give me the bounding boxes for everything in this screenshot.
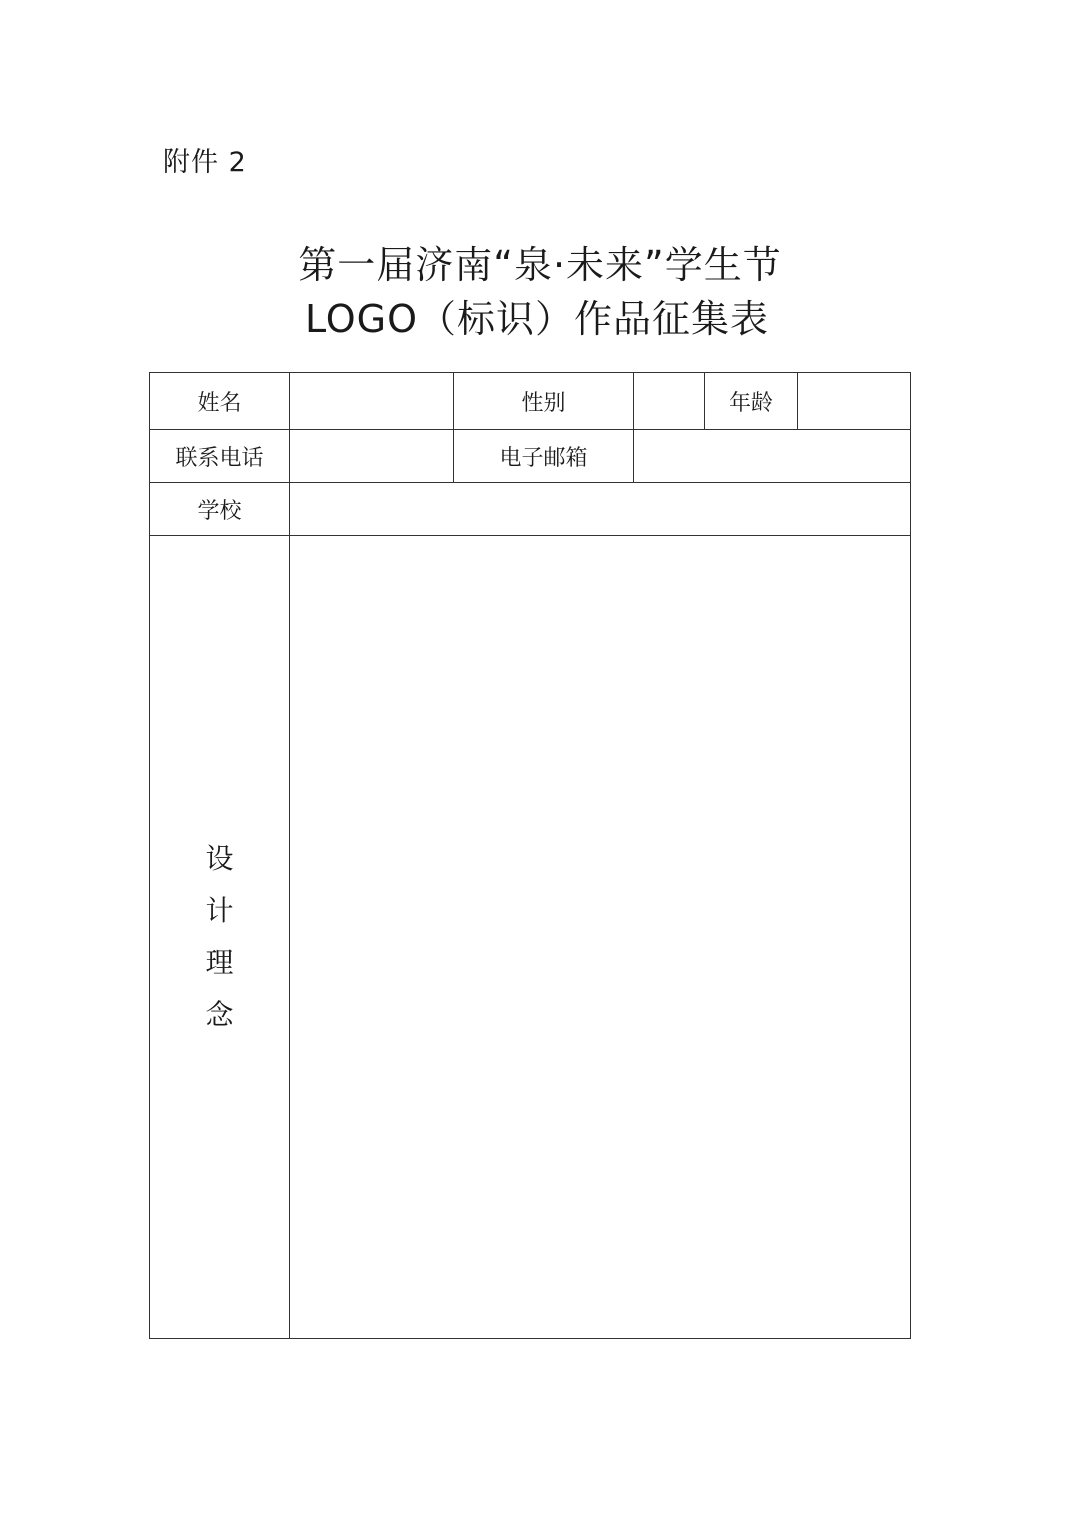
row-school [150, 483, 911, 536]
gender-field[interactable] [634, 373, 705, 430]
row-basic-info [150, 373, 911, 430]
name-label: 姓名 [150, 373, 290, 430]
name-field[interactable] [290, 373, 454, 430]
concept-char-4: 念 [205, 998, 234, 1031]
age-field[interactable] [798, 373, 911, 430]
row-design-concept [150, 536, 911, 1339]
phone-field[interactable] [290, 430, 454, 483]
attachment-label: 附件 2 [163, 147, 247, 178]
design-concept-label [150, 833, 289, 1041]
design-concept-field[interactable] [290, 536, 911, 1339]
row-contact-info [150, 430, 911, 483]
form-title-line2: LOGO（标识）作品征集表 [304, 297, 770, 341]
gender-label: 性别 [454, 373, 634, 430]
email-label: 电子邮箱 [454, 430, 634, 483]
email-field[interactable] [634, 430, 911, 483]
school-label: 学校 [150, 483, 290, 536]
phone-label: 联系电话 [150, 430, 290, 483]
concept-char-1: 设 [205, 842, 234, 875]
school-field[interactable] [290, 483, 911, 536]
form-title-line1: 第一届济南“泉·未来”学生节 [298, 243, 782, 287]
concept-char-2: 计 [205, 894, 234, 927]
submission-form-table [149, 372, 911, 1339]
age-label: 年龄 [705, 373, 798, 430]
design-concept-label-cell [150, 536, 290, 1339]
concept-char-3: 理 [205, 946, 234, 979]
